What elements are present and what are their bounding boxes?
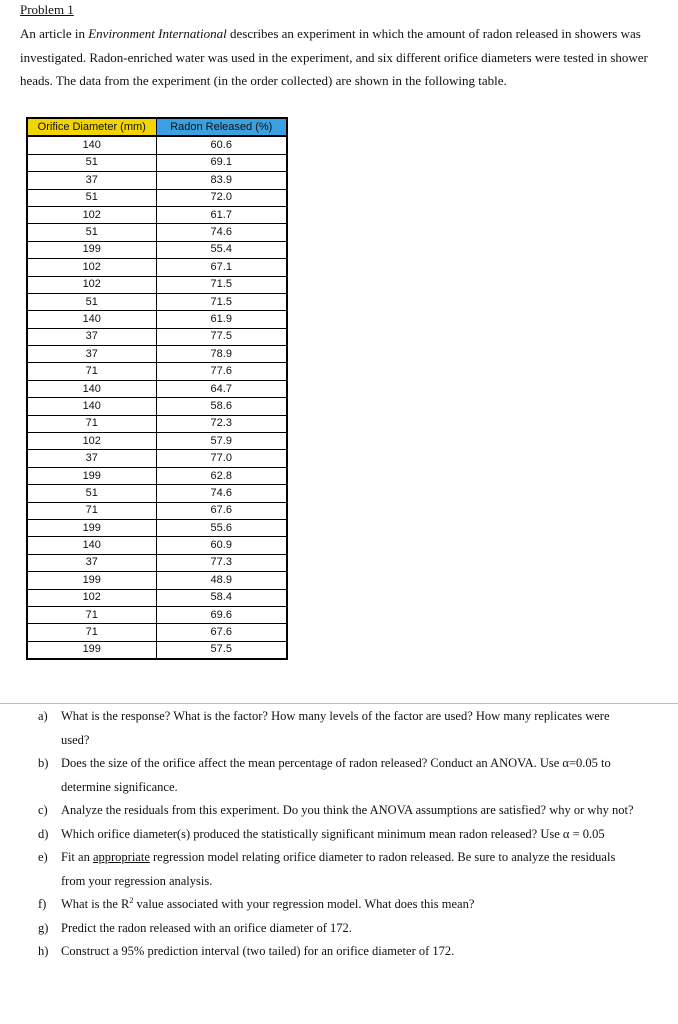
intro-before: An article in xyxy=(20,26,89,41)
table-row xyxy=(27,415,287,432)
table-row xyxy=(27,172,287,189)
orifice-diameter-cell: 102 xyxy=(27,259,156,276)
table-row xyxy=(27,398,287,415)
orifice-diameter-cell: 37 xyxy=(27,554,156,571)
table-row xyxy=(27,537,287,554)
orifice-diameter-cell: 71 xyxy=(27,363,156,380)
radon-released-cell: 58.6 xyxy=(156,398,287,415)
question-d xyxy=(38,823,638,847)
question-text-after: value associated with your regression model. What does this mean? xyxy=(133,897,475,911)
radon-released-cell: 69.1 xyxy=(156,154,287,171)
question-label: c) xyxy=(38,803,48,817)
orifice-diameter-cell: 102 xyxy=(27,433,156,450)
intro-journal: Environment International xyxy=(88,26,227,41)
table-header-row xyxy=(27,118,287,136)
question-label: a) xyxy=(38,709,48,723)
radon-released-cell: 71.5 xyxy=(156,276,287,293)
radon-released-cell: 55.4 xyxy=(156,241,287,258)
question-text: What is the response? What is the factor? How many levels of the factor are used? How many replicates were used? xyxy=(61,709,610,747)
problem-intro xyxy=(20,22,660,93)
orifice-diameter-cell: 140 xyxy=(27,537,156,554)
table-row xyxy=(27,641,287,659)
question-list xyxy=(38,705,638,964)
orifice-diameter-cell: 71 xyxy=(27,502,156,519)
table-row xyxy=(27,467,287,484)
table-row xyxy=(27,259,287,276)
question-text: Which orifice diameter(s) produced the statistically significant minimum mean radon released? Use α = 0.05 xyxy=(61,826,605,841)
table-row xyxy=(27,485,287,502)
radon-released-cell: 60.6 xyxy=(156,136,287,154)
intro-after: describes an experiment in which the amount of radon released in showers was investigated. Radon-enriched water was used in the experiment, and six different orifice diameters were tested in shower heads. The data from the experiment (in the order collected) are shown in the following table. xyxy=(20,26,648,88)
question-label: e) xyxy=(38,850,48,864)
table-row xyxy=(27,189,287,206)
question-label: f) xyxy=(38,897,47,911)
orifice-diameter-cell: 199 xyxy=(27,467,156,484)
radon-released-cell: 64.7 xyxy=(156,380,287,397)
table-row xyxy=(27,241,287,258)
table-row xyxy=(27,154,287,171)
orifice-diameter-cell: 51 xyxy=(27,154,156,171)
question-b xyxy=(38,752,638,799)
table-body xyxy=(27,136,287,659)
question-a xyxy=(38,705,638,752)
orifice-diameter-cell: 199 xyxy=(27,641,156,659)
orifice-diameter-cell: 140 xyxy=(27,398,156,415)
question-text-underlined: appropriate xyxy=(92,850,150,864)
question-text: Does the size of the orifice affect the mean percentage of radon released? Conduct an ANOVA. Use α=0.05 to determine significance. xyxy=(61,756,611,794)
radon-released-cell: 71.5 xyxy=(156,293,287,310)
radon-released-cell: 77.0 xyxy=(156,450,287,467)
orifice-diameter-cell: 140 xyxy=(27,311,156,328)
radon-released-cell: 57.5 xyxy=(156,641,287,659)
radon-released-cell: 77.6 xyxy=(156,363,287,380)
orifice-diameter-cell: 51 xyxy=(27,293,156,310)
radon-released-cell: 72.0 xyxy=(156,189,287,206)
section-divider xyxy=(0,703,678,704)
table-row xyxy=(27,433,287,450)
table-row xyxy=(27,589,287,606)
question-superscript: 2 xyxy=(129,896,134,905)
question-f xyxy=(38,893,638,917)
table-row xyxy=(27,293,287,310)
table-row xyxy=(27,206,287,223)
table-row xyxy=(27,363,287,380)
question-h xyxy=(38,940,638,964)
header-orifice-diameter: Orifice Diameter (mm) xyxy=(27,118,156,136)
radon-released-cell: 69.6 xyxy=(156,606,287,623)
orifice-diameter-cell: 71 xyxy=(27,606,156,623)
orifice-diameter-cell: 199 xyxy=(27,519,156,536)
table-row xyxy=(27,276,287,293)
radon-released-cell: 72.3 xyxy=(156,415,287,432)
radon-released-cell: 77.3 xyxy=(156,554,287,571)
table-row xyxy=(27,606,287,623)
table-row xyxy=(27,450,287,467)
table-row xyxy=(27,346,287,363)
question-text: Construct a 95% prediction interval (two tailed) for an orifice diameter of 172. xyxy=(61,944,455,958)
radon-released-cell: 62.8 xyxy=(156,467,287,484)
radon-released-cell: 67.6 xyxy=(156,502,287,519)
radon-released-cell: 67.6 xyxy=(156,624,287,641)
orifice-diameter-cell: 37 xyxy=(27,346,156,363)
question-label: b) xyxy=(38,756,49,770)
orifice-diameter-cell: 37 xyxy=(27,172,156,189)
orifice-diameter-cell: 102 xyxy=(27,276,156,293)
problem-title: Problem 1 xyxy=(20,2,74,17)
table-row xyxy=(27,136,287,154)
question-c xyxy=(38,799,638,823)
orifice-diameter-cell: 51 xyxy=(27,224,156,241)
radon-released-cell: 55.6 xyxy=(156,519,287,536)
table-row xyxy=(27,328,287,345)
table-row xyxy=(27,572,287,589)
table-row xyxy=(27,624,287,641)
orifice-diameter-cell: 140 xyxy=(27,380,156,397)
orifice-diameter-cell: 102 xyxy=(27,206,156,223)
question-text-after: regression model relating orifice diameter to radon released. Be sure to analyze the residuals from your regression analysis. xyxy=(61,850,616,888)
orifice-diameter-cell: 37 xyxy=(27,328,156,345)
radon-released-cell: 77.5 xyxy=(156,328,287,345)
table-row xyxy=(27,380,287,397)
orifice-diameter-cell: 140 xyxy=(27,136,156,154)
radon-released-cell: 74.6 xyxy=(156,224,287,241)
orifice-diameter-cell: 199 xyxy=(27,572,156,589)
question-label: d) xyxy=(38,826,49,841)
radon-released-cell: 57.9 xyxy=(156,433,287,450)
radon-released-cell: 83.9 xyxy=(156,172,287,189)
radon-released-cell: 58.4 xyxy=(156,589,287,606)
orifice-diameter-cell: 71 xyxy=(27,415,156,432)
orifice-diameter-cell: 51 xyxy=(27,485,156,502)
radon-released-cell: 74.6 xyxy=(156,485,287,502)
question-label: g) xyxy=(38,920,49,935)
header-radon-released: Radon Released (%) xyxy=(156,118,287,136)
question-e xyxy=(38,846,638,893)
question-label: h) xyxy=(38,944,49,958)
radon-released-cell: 78.9 xyxy=(156,346,287,363)
orifice-diameter-cell: 51 xyxy=(27,189,156,206)
radon-released-cell: 60.9 xyxy=(156,537,287,554)
question-g xyxy=(38,917,638,941)
table-row xyxy=(27,554,287,571)
radon-released-cell: 61.7 xyxy=(156,206,287,223)
radon-released-cell: 67.1 xyxy=(156,259,287,276)
orifice-diameter-cell: 199 xyxy=(27,241,156,258)
table-row xyxy=(27,519,287,536)
question-text: Predict the radon released with an orifice diameter of 172. xyxy=(61,920,352,935)
table-row xyxy=(27,502,287,519)
table-row xyxy=(27,311,287,328)
question-text-before: Fit an xyxy=(61,850,93,864)
orifice-diameter-cell: 37 xyxy=(27,450,156,467)
table-row xyxy=(27,224,287,241)
orifice-diameter-cell: 102 xyxy=(27,589,156,606)
radon-data-table xyxy=(26,117,288,660)
radon-released-cell: 61.9 xyxy=(156,311,287,328)
orifice-diameter-cell: 71 xyxy=(27,624,156,641)
question-text-before: What is the R xyxy=(61,897,130,911)
radon-released-cell: 48.9 xyxy=(156,572,287,589)
question-text: Analyze the residuals from this experiment. Do you think the ANOVA assumptions are satisfied? why or why not? xyxy=(61,803,634,817)
